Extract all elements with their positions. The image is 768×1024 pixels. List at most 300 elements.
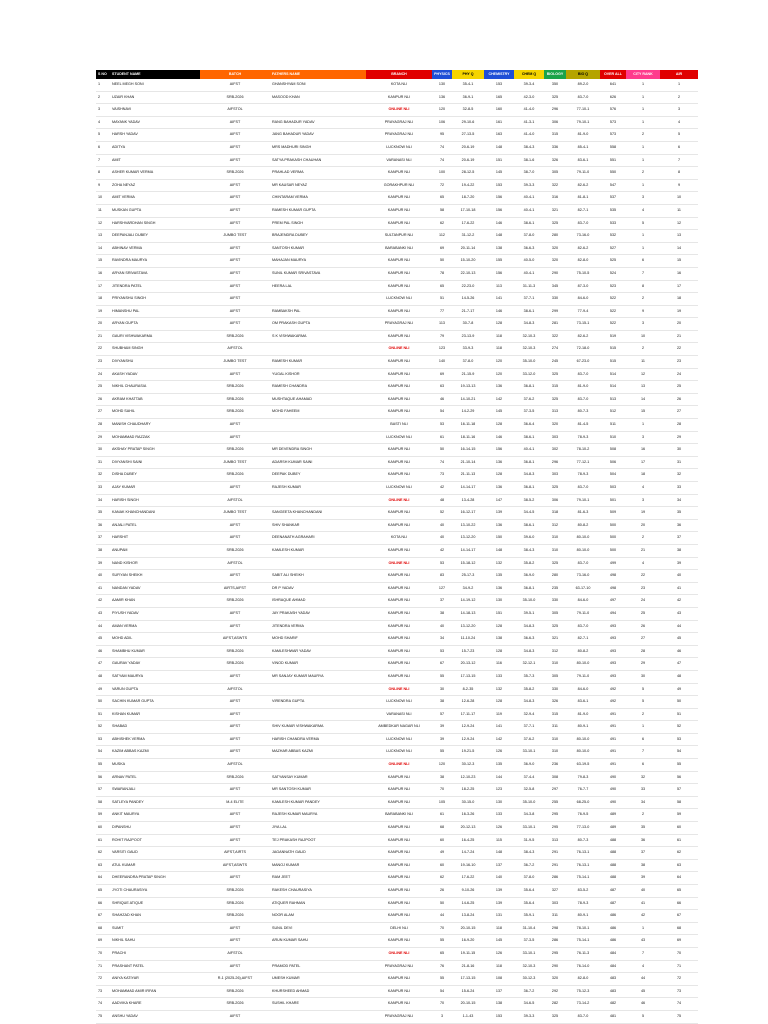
student-name-cell: MOHAMMAD RAZZAK bbox=[110, 431, 200, 444]
chemistry-cell: 148 bbox=[484, 847, 514, 860]
sno-cell: 27 bbox=[96, 406, 110, 419]
batch-cell: SRB-2026 bbox=[200, 885, 270, 898]
batch-cell: AIFST bbox=[200, 204, 270, 217]
batch-cell: AIFST bbox=[200, 293, 270, 306]
chemistry-cell: 132 bbox=[484, 683, 514, 696]
batch-cell: AIFSTOL bbox=[200, 494, 270, 507]
air-cell: 9 bbox=[660, 179, 698, 192]
air-cell: 47 bbox=[660, 658, 698, 671]
branch-cell: KANPUR NLI bbox=[366, 910, 432, 923]
bio-q-cell: 76-9-5 bbox=[566, 809, 600, 822]
bio-q-cell: 81-9-0 bbox=[566, 381, 600, 394]
fathers-name-cell: SHIV KUMAR VISHWAKARMA bbox=[270, 721, 366, 734]
branch-cell: KANPUR NLI bbox=[366, 305, 432, 318]
batch-cell: AIFSTOL bbox=[200, 947, 270, 960]
student-name-cell: SATLEYA PANDEY bbox=[110, 796, 200, 809]
chemistry-cell: 146 bbox=[484, 305, 514, 318]
phy-q-cell: 14-6-25 bbox=[452, 897, 484, 910]
fathers-name-cell: RAJESH KUMAR bbox=[270, 482, 366, 495]
table-row bbox=[96, 255, 698, 268]
bio-q-cell: 82-8-0 bbox=[566, 973, 600, 986]
biology-cell: 311 bbox=[544, 721, 566, 734]
table-row bbox=[96, 381, 698, 394]
student-name-cell: MUSKA bbox=[110, 759, 200, 772]
biology-cell: 326 bbox=[544, 154, 566, 167]
phy-q-cell: 14-2-29 bbox=[452, 406, 484, 419]
student-name-cell: KANAK KHANCHANDANI bbox=[110, 507, 200, 520]
overall-cell: 523 bbox=[600, 280, 626, 293]
biology-cell: 311 bbox=[544, 910, 566, 923]
chem-q-cell: 33-12-0 bbox=[514, 368, 544, 381]
chemistry-cell: 130 bbox=[484, 796, 514, 809]
chem-q-cell: 37-6-2 bbox=[514, 733, 544, 746]
air-cell: 49 bbox=[660, 683, 698, 696]
branch-cell: ONLINE NLI bbox=[366, 947, 432, 960]
air-cell: 26 bbox=[660, 393, 698, 406]
overall-cell: 488 bbox=[600, 859, 626, 872]
air-cell: 41 bbox=[660, 582, 698, 595]
physics-cell: 69 bbox=[432, 242, 452, 255]
chem-q-cell: 34-8-3 bbox=[514, 469, 544, 482]
fathers-name-cell: TEJ PRAKASH RAJPOOT bbox=[270, 834, 366, 847]
phy-q-cell: 12-10-23 bbox=[452, 771, 484, 784]
air-cell: 65 bbox=[660, 885, 698, 898]
bio-q-cell: 80-10-0 bbox=[566, 544, 600, 557]
phy-q-cell: 29-10-6 bbox=[452, 116, 484, 129]
overall-cell: 497 bbox=[600, 595, 626, 608]
fathers-name-cell bbox=[270, 104, 366, 117]
physics-cell: 69 bbox=[432, 368, 452, 381]
sno-cell: 31 bbox=[96, 456, 110, 469]
table-row bbox=[96, 330, 698, 343]
biology-cell: 312 bbox=[544, 645, 566, 658]
branch-cell: KANPUR NLI bbox=[366, 570, 432, 583]
batch-cell: SRB-2026 bbox=[200, 444, 270, 457]
chemistry-cell: 148 bbox=[484, 544, 514, 557]
overall-cell: 641 bbox=[600, 79, 626, 91]
city-rank-cell: 3 bbox=[626, 318, 660, 331]
batch-cell: AIFST,ASWTS bbox=[200, 633, 270, 646]
table-row bbox=[96, 973, 698, 986]
fathers-name-cell: HARISH CHANDRA VERMA bbox=[270, 733, 366, 746]
air-cell: 63 bbox=[660, 859, 698, 872]
sno-cell: 54 bbox=[96, 746, 110, 759]
chem-q-cell: 38-7-0 bbox=[514, 167, 544, 180]
table-row bbox=[96, 998, 698, 1011]
student-name-cell: MUSKAN GUPTA bbox=[110, 204, 200, 217]
student-name-cell: AKSHAY PRATAP SINGH bbox=[110, 444, 200, 457]
overall-cell: 547 bbox=[600, 179, 626, 192]
branch-cell: PRAYAGRAJ NLI bbox=[366, 960, 432, 973]
bio-q-cell: 72-18-0 bbox=[566, 343, 600, 356]
batch-cell: AIFST bbox=[200, 255, 270, 268]
batch-cell: AIFST bbox=[200, 922, 270, 935]
table-row bbox=[96, 897, 698, 910]
chemistry-cell: 161 bbox=[484, 116, 514, 129]
overall-cell: 533 bbox=[600, 217, 626, 230]
batch-cell: AIFST bbox=[200, 280, 270, 293]
col-air: AIR bbox=[660, 70, 698, 79]
phy-q-cell: 16-9-20 bbox=[452, 935, 484, 948]
phy-q-cell: 17-10-18 bbox=[452, 204, 484, 217]
branch-cell: KANPUR NLI bbox=[366, 872, 432, 885]
chem-q-cell: 39-5-1 bbox=[514, 607, 544, 620]
phy-q-cell: 17-11-17 bbox=[452, 708, 484, 721]
city-rank-cell: 5 bbox=[626, 696, 660, 709]
student-name-cell: SACHIN KUMAR GUPTA bbox=[110, 696, 200, 709]
physics-cell: 55 bbox=[432, 670, 452, 683]
city-rank-cell: 3 bbox=[626, 494, 660, 507]
physics-cell: 38 bbox=[432, 771, 452, 784]
city-rank-cell: 1 bbox=[626, 230, 660, 243]
table-row bbox=[96, 759, 698, 772]
sno-cell: 15 bbox=[96, 255, 110, 268]
chemistry-cell: 135 bbox=[484, 570, 514, 583]
table-row bbox=[96, 91, 698, 104]
biology-cell: 318 bbox=[544, 507, 566, 520]
city-rank-cell: 12 bbox=[626, 368, 660, 381]
table-row bbox=[96, 356, 698, 369]
city-rank-cell: 30 bbox=[626, 670, 660, 683]
table-row bbox=[96, 482, 698, 495]
chem-q-cell: 33-10-1 bbox=[514, 947, 544, 960]
batch-cell: AIRTS,AIFST bbox=[200, 582, 270, 595]
fathers-name-cell: SHIV SHANKAR bbox=[270, 519, 366, 532]
air-cell: 50 bbox=[660, 696, 698, 709]
biology-cell: 325 bbox=[544, 217, 566, 230]
table-row bbox=[96, 834, 698, 847]
student-name-cell: DEEPANJALI DUBEY bbox=[110, 230, 200, 243]
table-row bbox=[96, 519, 698, 532]
biology-cell: 315 bbox=[544, 708, 566, 721]
batch-cell: AIFST bbox=[200, 116, 270, 129]
table-row bbox=[96, 796, 698, 809]
air-cell: 30 bbox=[660, 444, 698, 457]
student-name-cell: VAISHNAVI bbox=[110, 104, 200, 117]
overall-cell: 487 bbox=[600, 885, 626, 898]
student-name-cell: SHRIQUE ATIQUE bbox=[110, 897, 200, 910]
table-row bbox=[96, 947, 698, 960]
fathers-name-cell: RAMBAKSH PAL bbox=[270, 305, 366, 318]
branch-cell: LUCKNOW NLI bbox=[366, 746, 432, 759]
phy-q-cell: 35-4-1 bbox=[452, 79, 484, 91]
batch-cell: SRB-2026 bbox=[200, 910, 270, 923]
sno-cell: 57 bbox=[96, 784, 110, 797]
biology-cell: 310 bbox=[544, 733, 566, 746]
air-cell: 45 bbox=[660, 633, 698, 646]
sno-cell: 2 bbox=[96, 91, 110, 104]
bio-q-cell: 82-6-2 bbox=[566, 330, 600, 343]
chem-q-cell: 35-9-1 bbox=[514, 910, 544, 923]
chemistry-cell: 142 bbox=[484, 733, 514, 746]
table-row bbox=[96, 343, 698, 356]
student-name-cell: DIPANSHU bbox=[110, 822, 200, 835]
sno-cell: 35 bbox=[96, 507, 110, 520]
city-rank-cell: 2 bbox=[626, 343, 660, 356]
air-cell: 14 bbox=[660, 242, 698, 255]
table-row bbox=[96, 280, 698, 293]
overall-cell: 510 bbox=[600, 431, 626, 444]
overall-cell: 490 bbox=[600, 796, 626, 809]
chem-q-cell: 42-3-0 bbox=[514, 91, 544, 104]
air-cell: 55 bbox=[660, 759, 698, 772]
physics-cell: 53 bbox=[432, 645, 452, 658]
chem-q-cell: 39-3-3 bbox=[514, 1010, 544, 1023]
city-rank-cell: 38 bbox=[626, 859, 660, 872]
chem-q-cell: 38-1-6 bbox=[514, 154, 544, 167]
fathers-name-cell: HEERA LAL bbox=[270, 280, 366, 293]
chem-q-cell: 38-6-1 bbox=[514, 305, 544, 318]
air-cell: 16 bbox=[660, 267, 698, 280]
branch-cell: BARABANKI NLI bbox=[366, 809, 432, 822]
branch-cell: KANPUR NLI bbox=[366, 91, 432, 104]
air-cell: 59 bbox=[660, 809, 698, 822]
overall-cell: 532 bbox=[600, 230, 626, 243]
batch-cell: AIFST bbox=[200, 834, 270, 847]
biology-cell: 308 bbox=[544, 771, 566, 784]
sno-cell: 24 bbox=[96, 368, 110, 381]
fathers-name-cell: RAMESH KUMAR GUPTA bbox=[270, 204, 366, 217]
batch-cell: SRB-2026 bbox=[200, 167, 270, 180]
batch-cell: AIFST bbox=[200, 733, 270, 746]
sno-cell: 25 bbox=[96, 381, 110, 394]
air-cell: 46 bbox=[660, 645, 698, 658]
student-name-cell: MOHD ADIL bbox=[110, 633, 200, 646]
chemistry-cell: 135 bbox=[484, 759, 514, 772]
bio-q-cell: 80-9-1 bbox=[566, 910, 600, 923]
fathers-name-cell: KAMLESH KUMAR bbox=[270, 544, 366, 557]
sno-cell: 10 bbox=[96, 192, 110, 205]
fathers-name-cell bbox=[270, 431, 366, 444]
physics-cell: 55 bbox=[432, 973, 452, 986]
table-row bbox=[96, 544, 698, 557]
student-name-cell: ABHINAV VERMA bbox=[110, 242, 200, 255]
branch-cell: LUCKNOW NLI bbox=[366, 696, 432, 709]
city-rank-cell: 20 bbox=[626, 519, 660, 532]
student-name-cell: SHABAD bbox=[110, 721, 200, 734]
bio-q-cell: 80-10-0 bbox=[566, 532, 600, 545]
bio-q-cell: 73-14-2 bbox=[566, 998, 600, 1011]
bio-q-cell: 73-15-1 bbox=[566, 318, 600, 331]
fathers-name-cell: SUNIL DEVI bbox=[270, 922, 366, 935]
biology-cell: 310 bbox=[544, 544, 566, 557]
table-body bbox=[96, 79, 698, 1023]
physics-cell: 60 bbox=[432, 859, 452, 872]
table-row bbox=[96, 419, 698, 432]
phy-q-cell: 17-13-15 bbox=[452, 973, 484, 986]
chemistry-cell: 136 bbox=[484, 519, 514, 532]
batch-cell: AIFST bbox=[200, 419, 270, 432]
overall-cell: 509 bbox=[600, 507, 626, 520]
table-row bbox=[96, 179, 698, 192]
sno-cell: 39 bbox=[96, 557, 110, 570]
sno-cell: 58 bbox=[96, 796, 110, 809]
batch-cell: SRB-2026 bbox=[200, 469, 270, 482]
chem-q-cell: 37-3-5 bbox=[514, 406, 544, 419]
branch-cell: KANPUR NLI bbox=[366, 582, 432, 595]
chem-q-cell: 32-10-3 bbox=[514, 960, 544, 973]
fathers-name-cell: MR DEVENDRA SINGH bbox=[270, 444, 366, 457]
biology-cell: 330 bbox=[544, 595, 566, 608]
physics-cell: 70 bbox=[432, 922, 452, 935]
biology-cell: 299 bbox=[544, 305, 566, 318]
bio-q-cell: 76-11-3 bbox=[566, 947, 600, 960]
phy-q-cell: 25-17-3 bbox=[452, 570, 484, 583]
student-name-cell: AKASH YADAV bbox=[110, 368, 200, 381]
overall-cell: 484 bbox=[600, 947, 626, 960]
biology-cell: 296 bbox=[544, 104, 566, 117]
table-row bbox=[96, 1010, 698, 1023]
overall-cell: 525 bbox=[600, 255, 626, 268]
chemistry-cell: 156 bbox=[484, 192, 514, 205]
fathers-name-cell: PREM PAL SINGH bbox=[270, 217, 366, 230]
chem-q-cell: 40-4-1 bbox=[514, 192, 544, 205]
branch-cell: KANPUR NLI bbox=[366, 544, 432, 557]
phy-q-cell: 12-9-24 bbox=[452, 721, 484, 734]
chem-q-cell: 38-4-3 bbox=[514, 544, 544, 557]
sno-cell: 9 bbox=[96, 179, 110, 192]
chem-q-cell: 34-4-5 bbox=[514, 507, 544, 520]
biology-cell: 312 bbox=[544, 519, 566, 532]
air-cell: 38 bbox=[660, 544, 698, 557]
chem-q-cell: 33-10-1 bbox=[514, 746, 544, 759]
sno-cell: 18 bbox=[96, 293, 110, 306]
student-name-cell: SWARANJALI bbox=[110, 784, 200, 797]
table-row bbox=[96, 645, 698, 658]
phy-q-cell: 12-9-24 bbox=[452, 733, 484, 746]
city-rank-cell: 32 bbox=[626, 771, 660, 784]
sno-cell: 32 bbox=[96, 469, 110, 482]
batch-cell: AIFST bbox=[200, 368, 270, 381]
chemistry-cell: 165 bbox=[484, 91, 514, 104]
student-name-cell: HARISH SINGH bbox=[110, 494, 200, 507]
chem-q-cell: 35-10-0 bbox=[514, 796, 544, 809]
branch-cell: ONLINE NLI bbox=[366, 759, 432, 772]
city-rank-cell: 23 bbox=[626, 582, 660, 595]
fathers-name-cell: RAM JEET bbox=[270, 872, 366, 885]
sno-cell: 59 bbox=[96, 809, 110, 822]
bio-q-cell: 83-6-1 bbox=[566, 154, 600, 167]
bio-q-cell: 83-7-0 bbox=[566, 393, 600, 406]
phy-q-cell: 21-15-9 bbox=[452, 368, 484, 381]
sno-cell: 34 bbox=[96, 494, 110, 507]
overall-cell: 493 bbox=[600, 658, 626, 671]
biology-cell: 326 bbox=[544, 696, 566, 709]
physics-cell: 62 bbox=[432, 872, 452, 885]
sno-cell: 70 bbox=[96, 947, 110, 960]
col-phy-q: PHY Q bbox=[452, 70, 484, 79]
air-cell: 20 bbox=[660, 318, 698, 331]
batch-cell: SRB-2026 bbox=[200, 406, 270, 419]
branch-cell: LUCKNOW NLI bbox=[366, 141, 432, 154]
overall-cell: 500 bbox=[600, 544, 626, 557]
physics-cell: 38 bbox=[432, 696, 452, 709]
bio-q-cell: 79-11-0 bbox=[566, 167, 600, 180]
branch-cell: KANPUR NLI bbox=[366, 469, 432, 482]
overall-cell: 488 bbox=[600, 834, 626, 847]
fathers-name-cell: MR SANTOSH KUMAR bbox=[270, 784, 366, 797]
biology-cell: 327 bbox=[544, 885, 566, 898]
physics-cell: 52 bbox=[432, 507, 452, 520]
air-cell: 52 bbox=[660, 721, 698, 734]
physics-cell: 53 bbox=[432, 557, 452, 570]
chem-q-cell: 38-4-3 bbox=[514, 141, 544, 154]
branch-cell: KANPUR NLI bbox=[366, 381, 432, 394]
chem-q-cell: 36-8-1 bbox=[514, 456, 544, 469]
sno-cell: 73 bbox=[96, 985, 110, 998]
overall-cell: 558 bbox=[600, 141, 626, 154]
branch-cell: KANPUR NLI bbox=[366, 822, 432, 835]
branch-cell: KANPUR NLI bbox=[366, 217, 432, 230]
student-name-cell: GAURAV YADAV bbox=[110, 658, 200, 671]
overall-cell: 551 bbox=[600, 154, 626, 167]
batch-cell: AIFST,AIRTS bbox=[200, 847, 270, 860]
overall-cell: 522 bbox=[600, 305, 626, 318]
biology-cell: 302 bbox=[544, 444, 566, 457]
phy-q-cell: 15-7-23 bbox=[452, 645, 484, 658]
student-name-cell: AJAY KUMAR bbox=[110, 482, 200, 495]
city-rank-cell: 15 bbox=[626, 406, 660, 419]
fathers-name-cell: SATYA PRAKASH CHAUHAN bbox=[270, 154, 366, 167]
chem-q-cell: 37-4-4 bbox=[514, 771, 544, 784]
phy-q-cell: 21-10-14 bbox=[452, 456, 484, 469]
city-rank-cell: 33 bbox=[626, 784, 660, 797]
air-cell: 34 bbox=[660, 494, 698, 507]
branch-cell: KANPUR NLI bbox=[366, 255, 432, 268]
biology-cell: 290 bbox=[544, 267, 566, 280]
bio-q-cell: 78-9-3 bbox=[566, 431, 600, 444]
student-name-cell: JYOTI CHAURASIYA bbox=[110, 885, 200, 898]
branch-cell: KOTA NLI bbox=[366, 79, 432, 91]
city-rank-cell: 1 bbox=[626, 419, 660, 432]
overall-cell: 515 bbox=[600, 343, 626, 356]
branch-cell: KANPUR NLI bbox=[366, 406, 432, 419]
branch-cell: BARABANKI NLI bbox=[366, 242, 432, 255]
branch-cell: KANPUR NLI bbox=[366, 897, 432, 910]
overall-cell: 483 bbox=[600, 973, 626, 986]
overall-cell: 493 bbox=[600, 670, 626, 683]
branch-cell: KANPUR NLI bbox=[366, 658, 432, 671]
air-cell: 27 bbox=[660, 406, 698, 419]
sno-cell: 11 bbox=[96, 204, 110, 217]
physics-cell: 130 bbox=[432, 79, 452, 91]
batch-cell: AIFST,ASWTS bbox=[200, 859, 270, 872]
physics-cell: 54 bbox=[432, 406, 452, 419]
bio-q-cell: 83-7-0 bbox=[566, 557, 600, 570]
chemistry-cell: 153 bbox=[484, 179, 514, 192]
bio-q-cell: 76-7-7 bbox=[566, 784, 600, 797]
chemistry-cell: 120 bbox=[484, 368, 514, 381]
table-row bbox=[96, 267, 698, 280]
branch-cell: DELHI NLI bbox=[366, 922, 432, 935]
overall-cell: 490 bbox=[600, 784, 626, 797]
chem-q-cell: 34-8-3 bbox=[514, 318, 544, 331]
branch-cell: PRAYAGRAJ NLI bbox=[366, 1010, 432, 1023]
chemistry-cell: 163 bbox=[484, 129, 514, 142]
phy-q-cell: 17-6-22 bbox=[452, 872, 484, 885]
overall-cell: 573 bbox=[600, 116, 626, 129]
chemistry-cell: 130 bbox=[484, 595, 514, 608]
physics-cell: 123 bbox=[432, 343, 452, 356]
batch-cell: AIFST bbox=[200, 154, 270, 167]
physics-cell: 74 bbox=[432, 154, 452, 167]
chem-q-cell: 38-4-3 bbox=[514, 847, 544, 860]
city-rank-cell: 24 bbox=[626, 595, 660, 608]
chemistry-cell: 128 bbox=[484, 620, 514, 633]
fathers-name-cell: RAJESH KUMAR MAURYA bbox=[270, 809, 366, 822]
batch-cell: AIFST bbox=[200, 482, 270, 495]
overall-cell: 491 bbox=[600, 746, 626, 759]
